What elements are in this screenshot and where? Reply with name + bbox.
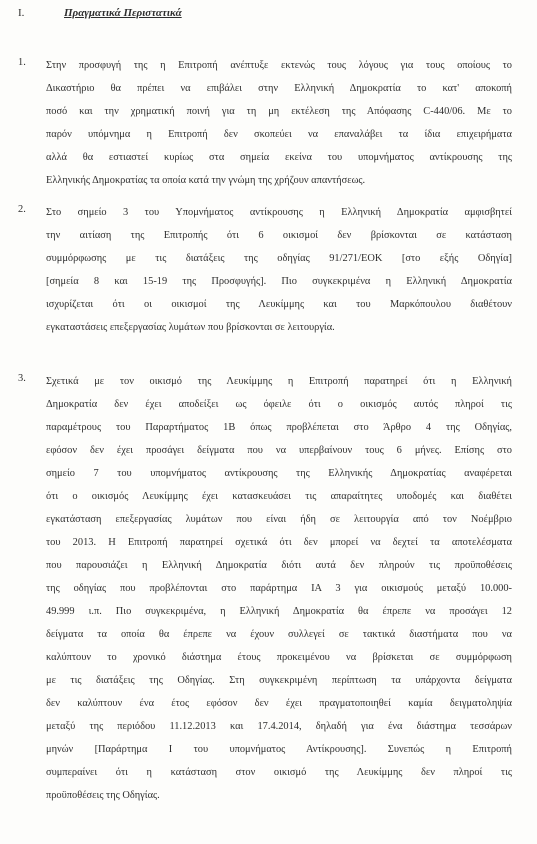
section-heading bbox=[0, 0, 537, 26]
paragraph-line: Δημοκρατία δεν έχει αποδείξει ως όφειλε ότι ο οικισμός αυτός πληροί τις bbox=[46, 399, 512, 410]
paragraph-line: της οδηγίας που προβλέπονται στο παράρτημα ΙΑ 3 για οικισμούς μεταξύ 10.000- bbox=[46, 583, 512, 594]
paragraph-line: δείγματα τα οποία θα έπρεπε να έχουν συλλεγεί σε τακτικά διαστήματα που να bbox=[46, 629, 512, 640]
paragraph-line: Στο σημείο 3 του Υπομνήματος αντίκρουσης η Ελληνική Δημοκρατία αμφισβητεί bbox=[46, 207, 512, 218]
paragraph-line: Ελληνικής Δημοκρατίας τα οποία κατά την γνώμη της χρήζουν απαντήσεως. bbox=[46, 175, 366, 186]
paragraph-line: 49.999 ι.π. Πιο συγκεκριμένα, η Ελληνική Δημοκρατία θα έπρεπε να προσάγει 12 bbox=[46, 606, 512, 617]
paragraph-line: Δικαστήριο θα πρέπει να επιβάλει στην Ελληνική Δημοκρατία το κατ' αποκοπή bbox=[46, 83, 512, 94]
paragraph-line: που παρουσιάζει η Ελληνική Δημοκρατία διότι αυτά δεν πληρούν τις προϋποθέσεις bbox=[46, 560, 512, 571]
paragraph-line: την αιτίαση της Επιτροπής ότι 6 οικισμοί δεν βρίσκονται σε κατάσταση bbox=[46, 230, 512, 241]
paragraph-line: μεταξύ της περιόδου 11.12.2013 και 17.4.2014, δηλαδή για ένα διάστημα τεσσάρων bbox=[46, 721, 512, 732]
paragraph-line: ποσό και την χρηματική ποινή για τη μη εκτέλεση της Απόφασης C-440/06. Με το bbox=[46, 106, 512, 117]
paragraph-line: μηνών [Παράρτημα Ι του υπομνήματος Αντίκρουσης]. Συνεπώς η Επιτροπή bbox=[46, 744, 512, 755]
paragraph-line: με τις διατάξεις της Οδηγίας. Στη συγκεκριμένη περίπτωση τα υπάρχοντα δείγματα bbox=[46, 675, 512, 686]
section-title: Πραγματικά Περιστατικά bbox=[64, 7, 182, 19]
paragraph-line: καλύπτουν το χρονικό διάστημα έτους προκειμένου να βρίσκεται σε συμμόρφωση bbox=[46, 652, 512, 663]
paragraph-line: Στην προσφυγή της η Επιτροπή ανέπτυξε εκτενώς τους λόγους για τους οποίους το bbox=[46, 60, 512, 71]
paragraph-line: προϋποθέσεις της Οδηγίας. bbox=[46, 790, 160, 801]
paragraph-line: αλλά θα εστιαστεί κυρίως στα σημεία εκείνα του υπομνήματος αντίκρουσης της bbox=[46, 152, 512, 163]
paragraph-line: εγκαταστάσεις επεξεργασίας λυμάτων που βρίσκονται σε λειτουργία. bbox=[46, 322, 335, 333]
section-number: I. bbox=[18, 7, 25, 19]
paragraph-line: Σχετικά με τον οικισμό της Λευκίμμης η Επιτροπή παρατηρεί ότι η Ελληνική bbox=[46, 376, 512, 387]
paragraph-line: ότι ο οικισμός Λευκίμμης έχει κατασκευάσει τις απαραίτητες υποδομές και διαθέτει bbox=[46, 491, 512, 502]
paragraph-line: παραμέτρους του Παραρτήματος 1Β όπως προβλέπεται στο Άρθρο 4 της Οδηγίας, bbox=[46, 422, 512, 433]
paragraph-line: δεν καλύπτουν ένα έτος εφόσον δεν έχει πραγματοποιηθεί καμία δειγματοληψία bbox=[46, 698, 512, 709]
paragraph-number: 3. bbox=[18, 373, 26, 384]
paragraph-line: [σημεία 8 και 15-19 της Προσφυγής]. Πιο συγκεκριμένα η Ελληνική Δημοκρατία bbox=[46, 276, 512, 287]
paragraph-number: 1. bbox=[18, 57, 26, 68]
paragraph-line: εγκατάσταση επεξεργασίας λυμάτων που είναι ήδη σε λειτουργία από τον Νοέμβριο bbox=[46, 514, 512, 525]
paragraph-number: 2. bbox=[18, 204, 26, 215]
paragraph-line: παρόν υπόμνημα η Επιτροπή δεν σκοπεύει να επαναλάβει τα ίδια επιχειρήματα bbox=[46, 129, 512, 140]
paragraph-line: του 2013. Η Επιτροπή παρατηρεί σχετικά ότι δεν μπορεί να δεχτεί τα αποτελέσματα bbox=[46, 537, 512, 548]
paragraph-line: συμπεραίνει ότι η κατάσταση στον οικισμό της Λευκίμμης δεν πληροί τις bbox=[46, 767, 512, 778]
paragraph-line: ισχυρίζεται ότι οι οικισμοί της Λευκίμμης και του Μαρκόπουλου διαθέτουν bbox=[46, 299, 512, 310]
paragraph-line: σημείο 7 του υπομνήματος αντίκρουσης της Ελληνικής Δημοκρατίας αναφέρεται bbox=[46, 468, 512, 479]
paragraph-line: συμμόρφωσης με τις διατάξεις της οδηγίας 91/271/ΕΟΚ [στο εξής Οδηγία] bbox=[46, 253, 512, 264]
paragraph-line: εφόσον δεν έχει προσάγει δείγματα που να υπερβαίνουν τους 6 μήνες. Επίσης στο bbox=[46, 445, 512, 456]
